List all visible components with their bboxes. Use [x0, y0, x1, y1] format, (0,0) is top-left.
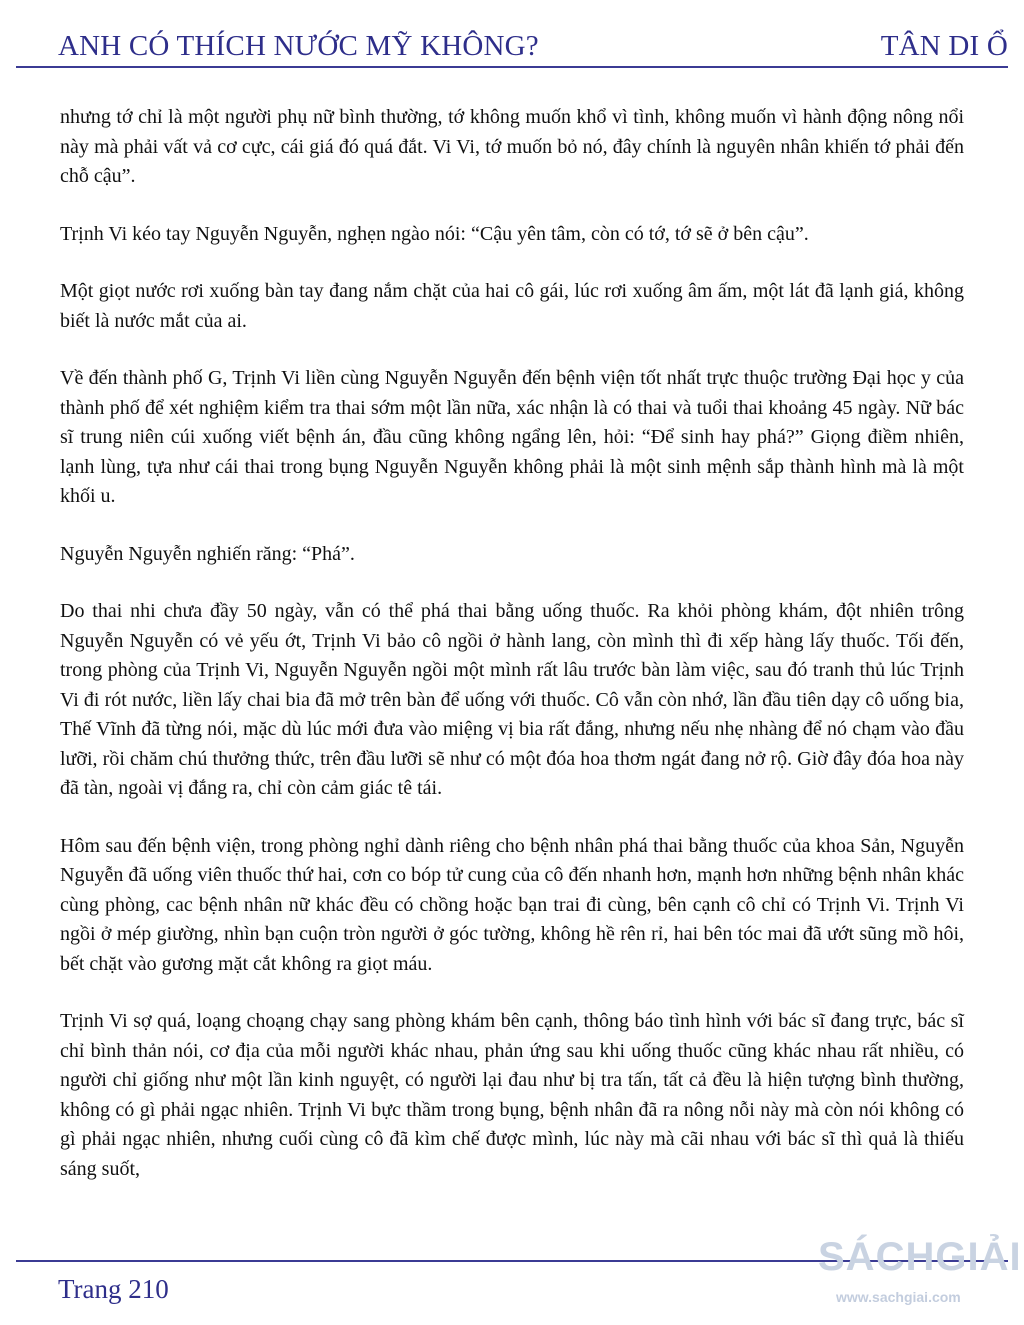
page-body	[60, 103, 964, 1212]
paragraph-4: Về đến thành phố G, Trịnh Vi liền cùng Nguyễn Nguyễn đến bệnh viện tốt nhất trực thuộc trường Đại học y của thành phố để xét nghiệm kiểm tra thai sớm một lần nữa, xác nhận là có thai và tuổi thai khoảng 45 ngày. Nữ bác sĩ trung niên cúi xuống viết bệnh án, đầu cũng không ngẩng lên, hỏi: “Để sinh hay phá?” Giọng điềm nhiên, lạnh lùng, tựa như cái thai trong bụng Nguyễn Nguyễn không phải là một sinh mệnh sắp thành hình mà là một khối u.	[60, 367, 964, 507]
paragraph-3: Một giọt nước rơi xuống bàn tay đang nắm chặt của hai cô gái, lúc rơi xuống âm ấm, một lát đã lạnh giá, không biết là nước mắt của ai.	[60, 280, 964, 332]
watermark-logo	[818, 1228, 1022, 1305]
book-author: TÂN DI Ổ	[880, 30, 1008, 62]
page-number: Trang 210	[58, 1274, 169, 1304]
paragraph-1: nhưng tớ chỉ là một người phụ nữ bình thường, tớ không muốn khổ vì tình, không muốn vì hành động nông nổi này mà phải vất vả cơ cực, cái giá đó quá đắt. Vi Vi, tớ muốn bỏ nó, đây chính là nguyên nhân khiến tớ phải đến chỗ cậu”.	[60, 106, 964, 187]
watermark-url: www.sachgiai.com	[836, 1289, 961, 1305]
book-title: ANH CÓ THÍCH NƯỚC MỸ KHÔNG?	[58, 30, 539, 62]
paragraph-5: Nguyễn Nguyễn nghiến răng: “Phá”.	[60, 542, 355, 565]
watermark-logo-text: SÁCHGIẢI	[818, 1235, 1022, 1279]
paragraph-7: Hôm sau đến bệnh viện, trong phòng nghỉ dành riêng cho bệnh nhân phá thai bằng thuốc của khoa Sản, Nguyễn Nguyễn đã uống viên thuốc thứ hai, cơn co bóp tử cung của cô đến nhanh hơn, mạnh hơn những bệnh nhân khác cùng phòng, cac bệnh nhân nữ khác đều có chồng hoặc bạn trai đi cùng, bên cạnh cô chỉ có Trịnh Vi. Trịnh Vi ngồi ở mép giường, nhìn bạn cuộn tròn người ở góc tường, không hề rên rỉ, hai bên tóc mai đã ướt sũng mồ hôi, bết chặt vào gương mặt cắt không ra giọt máu.	[60, 834, 964, 975]
paragraph-6: Do thai nhi chưa đầy 50 ngày, vẫn có thể phá thai bằng uống thuốc. Ra khỏi phòng khám, đột nhiên trông Nguyễn Nguyễn có vẻ yếu ớt, Trịnh Vi bảo cô ngồi ở hành lang, còn mình thì đi xếp hàng lấy thuốc. Tối đến, trong phòng của Trịnh Vi, Nguyễn Nguyễn ngồi một mình rất lâu trước bàn làm việc, sau đó tranh thủ lúc Trịnh Vi đi rót nước, liền lấy chai bia đã mở trên bàn để uống với thuốc. Cô vẫn còn nhớ, lần đầu tiên dạy cô uống bia, Thế Vĩnh đã từng nói, mặc dù lúc mới đưa vào miệng vị bia rất đắng, nhưng nếu nhẹ nhàng để nó chạm vào đầu lưỡi, rồi chăm chú thưởng thức, trên đầu lưỡi sẽ như có một đóa hoa thơm ngát đang nở rộ. Giờ đây đóa hoa này đã tàn, ngoài vị đắng ra, chỉ còn cảm giác tê tái.	[60, 600, 964, 799]
paragraph-2: Trịnh Vi kéo tay Nguyễn Nguyễn, nghẹn ngào nói: “Cậu yên tâm, còn có tớ, tớ sẽ ở bên cậu”.	[60, 222, 809, 245]
paragraph-8: Trịnh Vi sợ quá, loạng choạng chạy sang phòng khám bên cạnh, thông báo tình hình với bác sĩ đang trực, bác sĩ chỉ bình thản nói, cơ địa của mỗi người khác nhau, phản ứng sau khi uống thuốc cũng khác nhau rất nhiều, có người chỉ giống như một lần kinh nguyệt, có người lại đau như bị tra tấn, tất cả đều là hiện tượng bình thường, không có gì phải ngạc nhiên. Trịnh Vi bực thầm trong bụng, bệnh nhân đã ra nông nỗi này mà còn nói không có gì phải ngạc nhiên, nhưng cuối cùng cô đã kìm chế được mình, lúc này mà cãi nhau với bác sĩ thì quả là thiếu sáng suốt,	[60, 1010, 964, 1180]
page-header	[58, 24, 1008, 64]
header-divider	[16, 66, 1008, 68]
